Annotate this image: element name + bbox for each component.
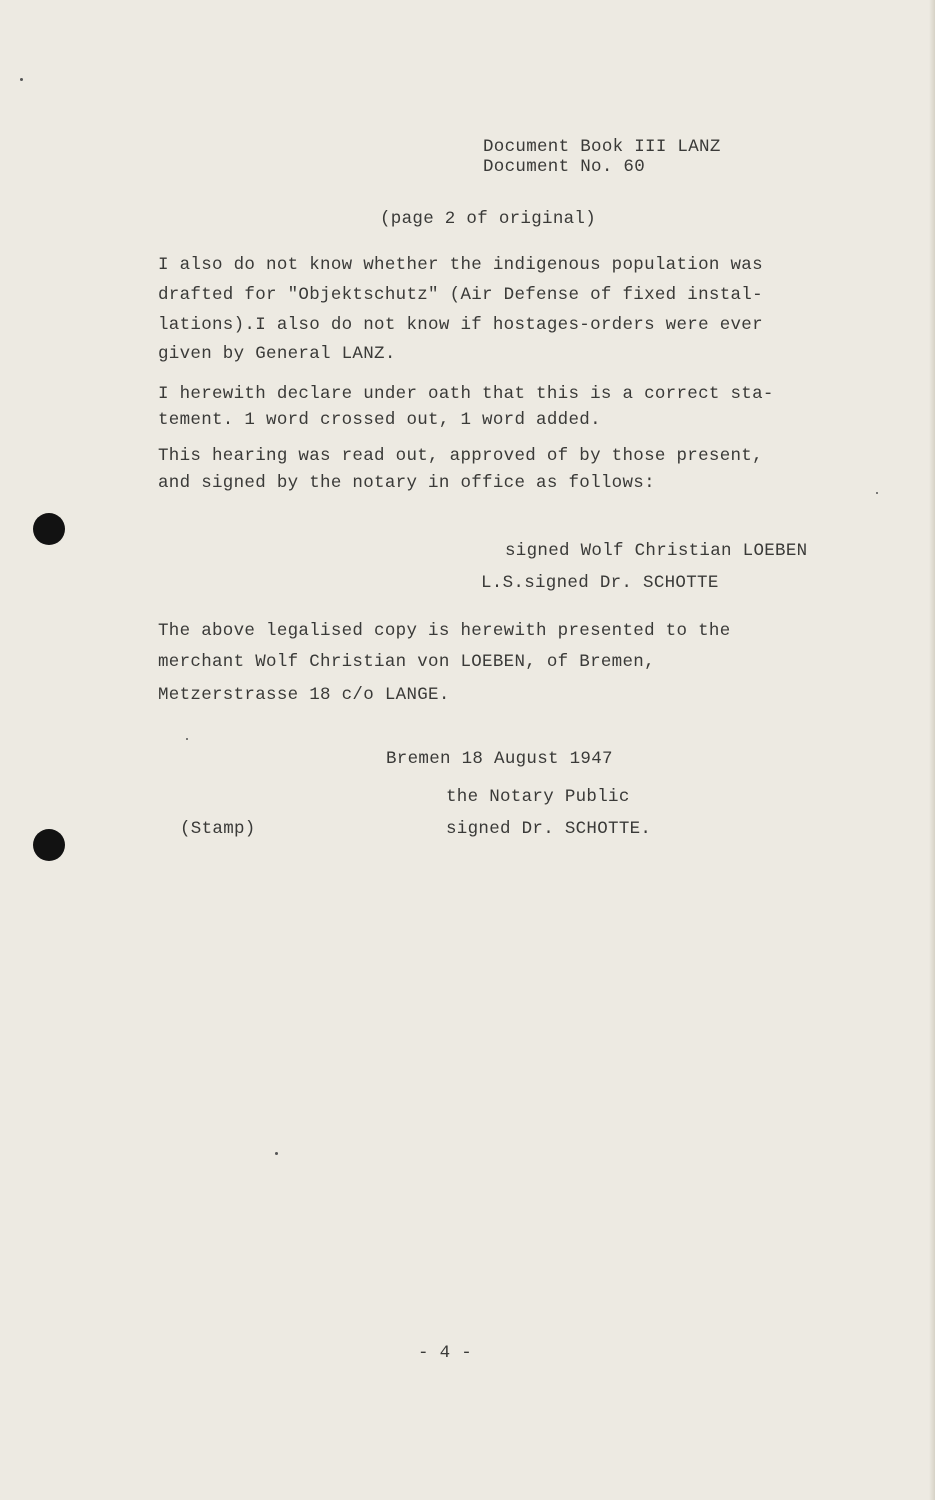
paragraph-3-line: This hearing was read out, approved of by those present, <box>158 446 763 466</box>
signature-loeben: signed Wolf Christian LOEBEN <box>505 541 808 561</box>
paragraph-1-line: drafted for "Objektschutz" (Air Defense of fixed instal- <box>158 285 763 305</box>
speck <box>275 1152 278 1155</box>
paragraph-4-line: merchant Wolf Christian von LOEBEN, of Bremen, <box>158 652 655 672</box>
paragraph-2-line: I herewith declare under oath that this is a correct sta- <box>158 384 774 404</box>
page-edge <box>929 0 935 1500</box>
paragraph-4-line: The above legalised copy is herewith presented to the <box>158 621 731 641</box>
signature-schotte: L.S.signed Dr. SCHOTTE <box>481 573 719 593</box>
document-number-label: Document No. 60 <box>483 157 646 177</box>
paragraph-2-line: tement. 1 word crossed out, 1 word added. <box>158 410 601 430</box>
notary-title: the Notary Public <box>446 787 630 807</box>
page-number: - 4 - <box>418 1343 473 1363</box>
paragraph-1-line: lations).I also do not know if hostages-orders were ever <box>158 315 763 335</box>
paragraph-4-line: Metzerstrasse 18 c/o LANGE. <box>158 685 450 705</box>
speck <box>876 492 878 494</box>
paragraph-1-line: given by General LANZ. <box>158 344 396 364</box>
punch-hole-bottom <box>33 829 65 861</box>
place-date: Bremen 18 August 1947 <box>386 749 613 769</box>
page-reference: (page 2 of original) <box>380 209 597 229</box>
document-book-label: Document Book III LANZ <box>483 137 721 157</box>
speck <box>20 78 23 81</box>
paragraph-1-line: I also do not know whether the indigenous population was <box>158 255 763 275</box>
punch-hole-top <box>33 513 65 545</box>
paragraph-3-line: and signed by the notary in office as follows: <box>158 473 655 493</box>
notary-signature: signed Dr. SCHOTTE. <box>446 819 652 839</box>
stamp-note: (Stamp) <box>180 819 256 839</box>
speck <box>186 738 188 740</box>
